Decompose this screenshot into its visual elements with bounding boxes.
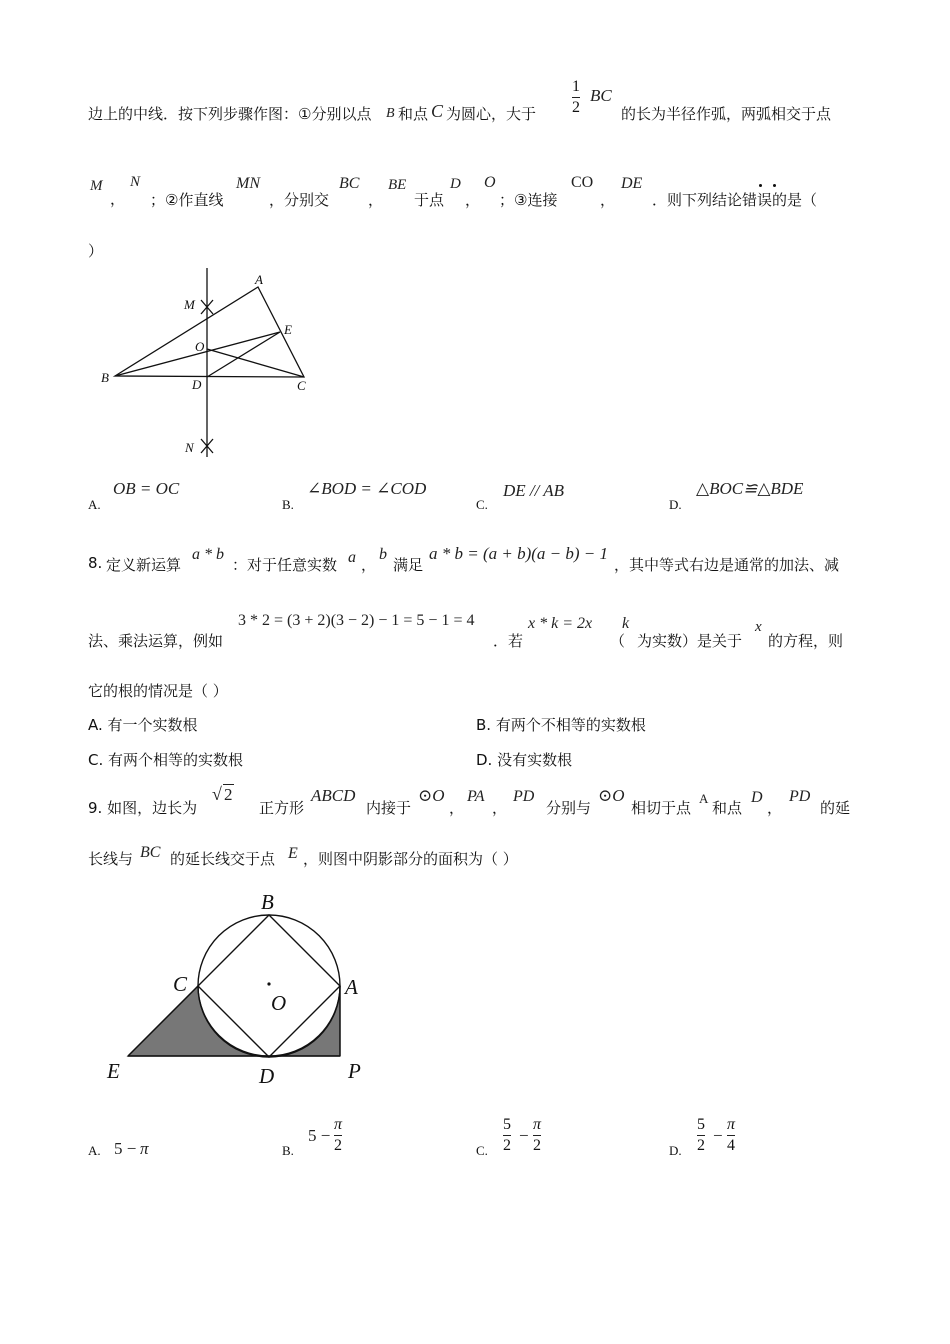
q9-text6: 和点 [712,799,743,817]
triangle-abc [115,287,304,377]
label-c: C [173,972,188,996]
q8-text2: ：对于任意实数 [232,556,338,574]
q9-option-c-frac2 [533,1116,541,1155]
q9-option-a-pi: π [140,1139,149,1158]
q9-comma2: ， [492,799,508,817]
q8-text9: 的方程，则 [768,632,844,650]
q7-point-c: C [431,101,444,121]
q7-comma1: ， [110,190,126,208]
q9-line2-c: ，则图中阴影部分的面积为（ ） [303,850,518,868]
label-d: D [192,377,202,392]
center-dot-o [267,982,270,985]
label-e: E [107,1059,120,1083]
q7-option-d-letter[interactable]: D. [669,497,682,512]
q9-option-d-num1: 5 [697,1116,705,1133]
q7-triangle-figure [95,262,325,462]
q9-option-b-fraction [334,1116,342,1155]
q7-line2-text5: ；③连接 [499,191,558,209]
q9-odot1: ⊙O [418,786,445,805]
q7-comma2: ， [368,191,384,209]
q9-point-a: A [699,791,709,806]
q9-option-a-letter[interactable]: A. [88,1143,101,1158]
q8-line3: 它的根的情况是（ ） [88,682,228,700]
q7-option-a-letter[interactable]: A. [88,497,101,512]
q7-half-fraction [572,78,580,117]
q9-sqrt-sign: √ [212,784,222,804]
q7-n: N [130,174,141,190]
q8-op: a * b [192,546,224,563]
q8-text8: 为实数）是关于 [637,632,743,650]
q9-option-a-whole[interactable]: 5 − [114,1139,137,1158]
label-m: M [184,297,195,312]
label-e: E [284,322,292,337]
q7-point-b: B [386,106,395,121]
q8-k: k [622,615,630,632]
q9-option-d-frac1 [697,1116,705,1155]
segment-oc [207,349,304,377]
q7-line2-text2: ；②作直线 [150,191,224,209]
q9-text5: 相切于点 [631,799,692,817]
q7-option-c-expr[interactable]: DE // AB [503,481,565,500]
q9-text2: 正方形 [259,799,305,817]
q9-option-d-minus: − [713,1126,723,1145]
label-d: D [259,1064,275,1088]
emphasis-dot [759,184,762,187]
q9-option-b-whole[interactable]: 5 − [308,1126,331,1145]
q8-number: 8. [88,554,103,572]
q9-circle-figure [100,888,380,1098]
q9-sqrt-value: 2 [224,785,233,804]
q7-o: O [484,174,496,191]
q8-text5: 法、乘法运算，例如 [88,632,224,650]
q8-comma: ， [361,556,377,574]
label-b: B [261,890,274,914]
q9-text3: 内接于 [366,799,412,817]
q7-be: BE [388,177,407,193]
q8-text7: （ [610,632,626,650]
q7-line2-text3: ，分别交 [269,191,330,209]
q9-odot2: ⊙O [598,786,625,805]
q7-half-var: BC [590,86,612,105]
segment-de [207,332,280,377]
q7-bc: BC [339,175,360,192]
q9-option-c-num2: π [533,1116,542,1133]
q9-option-c-minus: − [519,1126,529,1145]
label-a: A [345,975,358,999]
q9-option-c-den2: 2 [533,1137,541,1154]
q9-option-b-den: 2 [334,1137,342,1154]
q8-text4: ，其中等式右边是通常的加法、减 [614,556,840,574]
q7-close-paren: ） [88,242,104,260]
q9-option-c-frac1 [503,1116,511,1155]
q7-co: CO [571,174,594,191]
q8-example: 3 * 2 = (3 + 2)(3 − 2) − 1 = 5 − 1 = 4 [238,612,475,629]
q9-option-c-den1: 2 [503,1137,511,1154]
q9-option-b-num: π [334,1116,343,1133]
q9-option-d-den1: 2 [697,1137,705,1154]
q8-text3: 满足 [393,556,424,574]
q7-line1-text-b: 和点 [398,105,429,123]
q7-half-den: 2 [572,99,580,116]
q8-option-a[interactable]: A. 有一个实数根 [88,716,198,734]
q8-equation: x * k = 2x [528,615,593,632]
label-o: O [195,339,205,354]
q7-mn: MN [236,175,260,192]
q9-line2-b: 的延长线交于点 [170,850,276,868]
q9-option-d-den2: 4 [727,1137,735,1154]
q7-option-b-letter[interactable]: B. [282,497,294,512]
label-n: N [185,440,194,455]
q8-definition: a * b = (a + b)(a − b) − 1 [429,544,609,563]
q8-text6: ．若 [493,632,524,650]
q9-point-e: E [288,845,298,862]
q7-line2-text4: 于点 [414,191,445,209]
q8-text1: 定义新运算 [106,556,182,574]
q9-pd: PD [513,788,535,805]
q8-x: x [755,619,762,635]
q7-line2-text6: ．则下列结论错误的是（ [652,191,818,209]
q9-option-d-letter[interactable]: D. [669,1143,682,1158]
label-a: A [255,272,263,287]
q7-comma3: ， [465,191,481,209]
q9-text1: 9. 如图，边长为 [88,799,198,817]
q7-half-num: 1 [572,78,580,95]
q7-option-a-expr[interactable]: OB = OC [113,479,180,498]
q7-line1-text-a: 边上的中线．按下列步骤作图：①分别以点 [88,105,372,123]
q9-option-c-letter[interactable]: C. [476,1143,488,1158]
q7-option-d-expr[interactable]: △BOC≌△BDE [696,479,804,498]
q8-option-b[interactable]: B. 有两个不相等的实数根 [476,716,646,734]
q7-comma4: ， [600,191,616,209]
q9-option-c-num1: 5 [503,1116,511,1133]
q8-option-c[interactable]: C. 有两个相等的实数根 [88,751,244,769]
q9-option-d-frac2 [727,1116,735,1155]
q9-comma3: ， [767,799,783,817]
q7-option-c-letter[interactable]: C. [476,497,488,512]
q8-b: b [379,546,387,563]
q9-line2-a: 长线与 [88,850,134,868]
q9-bc: BC [140,844,161,861]
q9-option-b-letter[interactable]: B. [282,1143,294,1158]
q9-pd2: PD [789,788,811,805]
emphasis-dot [773,184,776,187]
q8-option-d[interactable]: D. 没有实数根 [476,751,573,769]
q7-line1-text-d: 的长为半径作弧，两弧相交于点 [621,105,832,123]
q9-text4: 分别与 [546,799,592,817]
q9-option-d-num2: π [727,1116,736,1133]
q7-de: DE [621,175,643,192]
q7-d: D [450,176,461,192]
q9-point-d: D [751,789,763,806]
q9-abcd: ABCD [311,786,356,805]
q7-line1-text-c: 为圆心，大于 [446,105,537,123]
label-c: C [297,378,306,393]
label-b: B [101,370,109,385]
q7-m: M [90,178,103,194]
q7-option-b-expr[interactable]: ∠BOD = ∠COD [307,479,427,498]
label-p: P [348,1059,361,1083]
label-o: O [271,991,287,1015]
q9-text7: 的延 [820,799,851,817]
q9-comma1: ， [449,799,465,817]
q8-a: a [348,549,356,566]
q9-pa: PA [467,788,485,805]
